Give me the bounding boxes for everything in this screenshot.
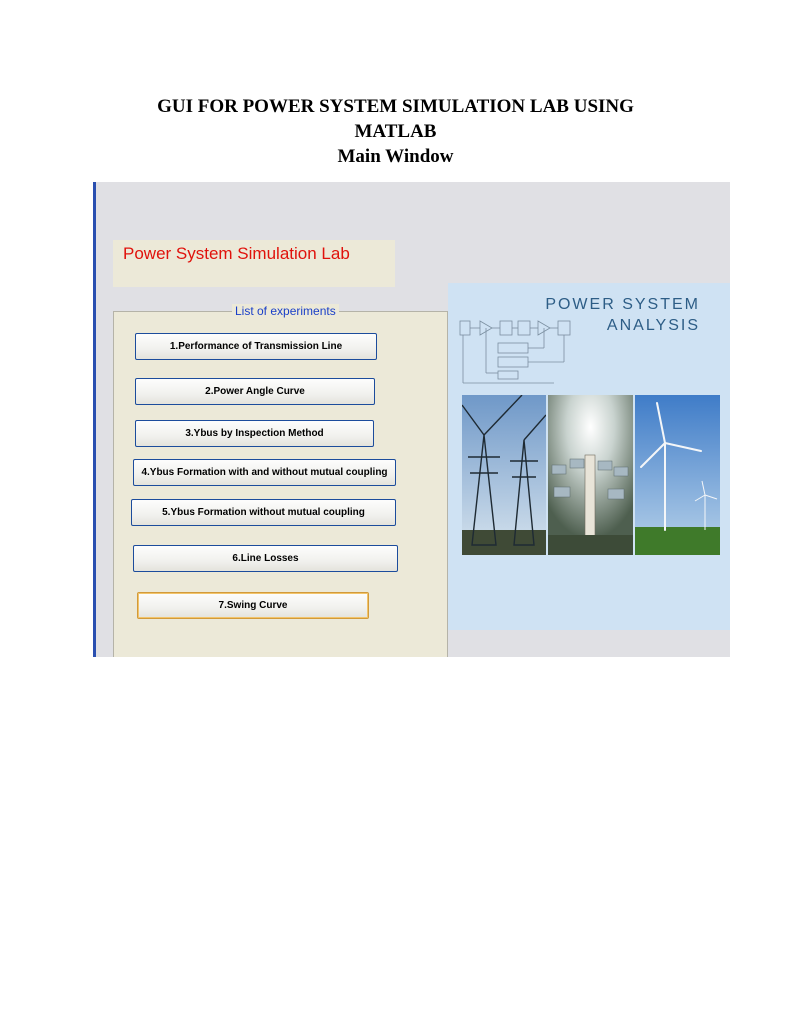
main-window <box>93 182 730 657</box>
experiment-button-3[interactable]: 3.Ybus by Inspection Method <box>135 420 374 447</box>
experiment-button-6[interactable]: 6.Line Losses <box>133 545 398 572</box>
experiments-panel-title: List of experiments <box>232 304 339 318</box>
cover-title-line2: ANALYSIS <box>606 317 700 334</box>
experiment-button-7[interactable]: 7.Swing Curve <box>137 592 369 619</box>
experiments-panel <box>113 304 448 657</box>
app-title: Power System Simulation Lab <box>123 244 350 263</box>
document-subtitle: Main Window <box>337 146 454 167</box>
experiment-button-5[interactable]: 5.Ybus Formation without mutual coupling <box>131 499 396 526</box>
book-cover-image <box>448 283 730 630</box>
experiment-button-2[interactable]: 2.Power Angle Curve <box>135 378 375 405</box>
document-title <box>0 94 791 169</box>
cover-title-line1: POWER SYSTEM <box>545 296 700 313</box>
block-diagram-graphic <box>458 311 583 391</box>
experiment-button-4[interactable]: 4.Ybus Formation with and without mutual coupling <box>133 459 396 486</box>
transmission-towers-photo <box>462 395 546 555</box>
solar-tower-photo <box>548 395 633 555</box>
experiment-button-1[interactable]: 1.Performance of Transmission Line <box>135 333 377 360</box>
app-title-box <box>113 240 395 287</box>
document-title-line1: GUI FOR POWER SYSTEM SIMULATION LAB USING <box>157 96 634 117</box>
wind-turbine-photo <box>635 395 720 555</box>
document-title-line2: MATLAB <box>354 121 437 142</box>
